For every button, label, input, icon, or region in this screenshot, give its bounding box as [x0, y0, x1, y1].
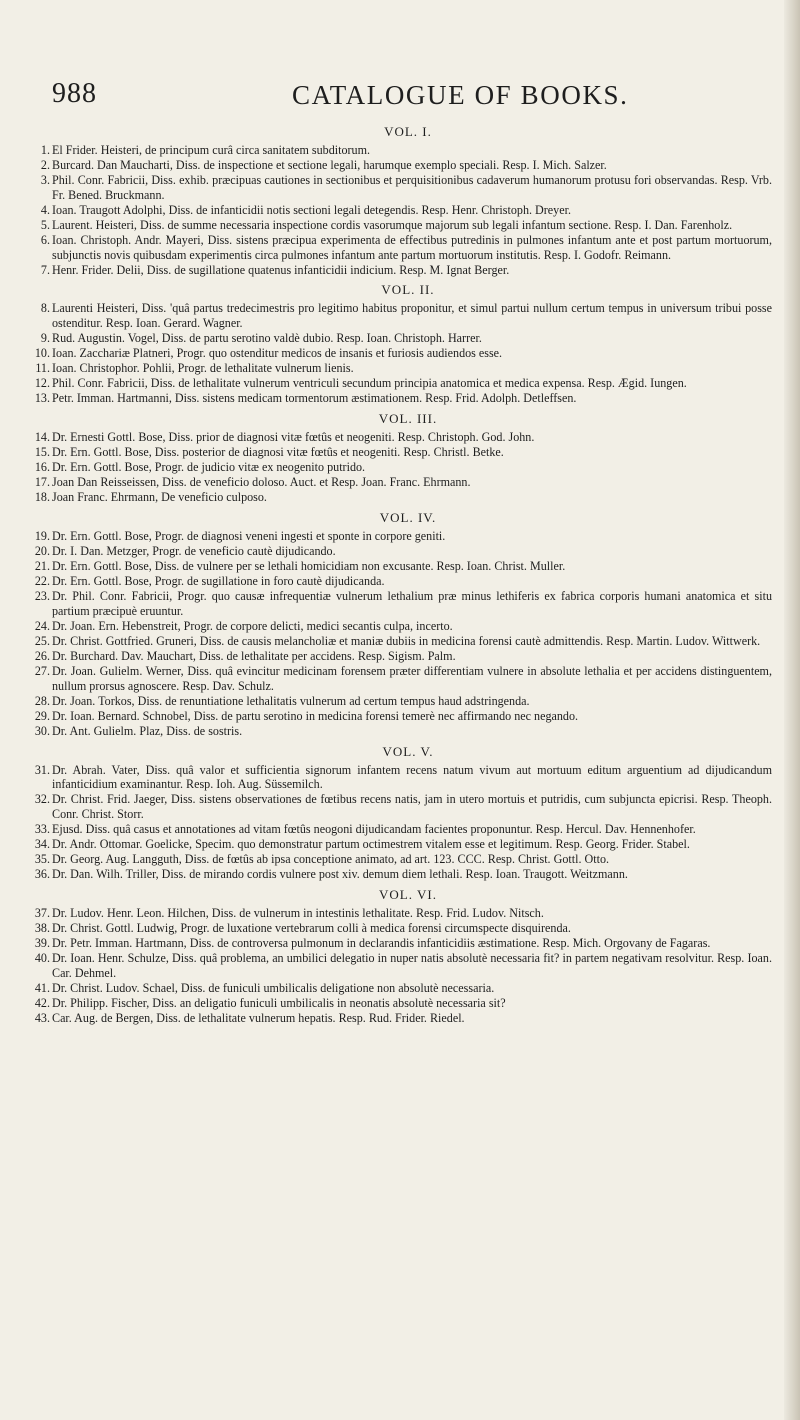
entry-number: 40. — [34, 951, 50, 966]
catalogue-entry — [30, 664, 772, 693]
entry-number: 14. — [34, 430, 50, 444]
entry-number: 25. — [34, 634, 50, 649]
entry-number: 33. — [34, 822, 50, 837]
entry-number: 3. — [40, 173, 50, 188]
catalogue-entry — [30, 331, 772, 346]
entry-text: Dr. Ludov. Henr. Leon. Hilchen, Diss. de vulnerum in intestinis lethalitate. Resp. Frid. Ludov. Nitsch. — [52, 906, 544, 921]
entry-text: Rud. Augustin. Vogel, Diss. de partu serotino valdè dubio. Resp. Ioan. Christoph. Harrer. — [52, 331, 482, 346]
catalogue-entry — [30, 173, 772, 202]
catalogue-entry — [30, 981, 772, 996]
entry-text: Ioan. Christophor. Pohlii, Progr. de lethalitate vulnerum lienis. — [52, 361, 354, 376]
entry-text: Dr. Ern. Gottl. Bose, Progr. de judicio vitæ ex neogenito putrido. — [52, 460, 366, 475]
entry-number: 18. — [34, 490, 50, 505]
entry-number: 38. — [34, 921, 50, 936]
entry-number: 24. — [34, 619, 50, 634]
catalogue-entry — [30, 346, 772, 361]
entry-text: Dr. Ern. Gottl. Bose, Progr. de diagnosi veneni ingesti et sponte in corpore geniti. — [52, 528, 446, 543]
entry-text: Dr. Ioan. Henr. Schulze, Diss. quâ problema, an umbilici delegatio in nuper natis absolutè necessaria fit? in partem negativam resolvitur. Resp. Ioan. Car. Dehmel. — [52, 951, 772, 980]
entry-text: Dr. Petr. Imman. Hartmann, Diss. de controversa pulmonum in declarandis infanticidiis æstimatione. Resp. Mich. Orgovany de Fagaras. — [52, 936, 711, 951]
entry-number: 41. — [34, 981, 50, 995]
entry-text: Petr. Imman. Hartmanni, Diss. sistens medicam tormentorum æstimationem. Resp. Frid. Adolph. Detleffsen. — [52, 391, 577, 406]
volume-heading: VOL. II. — [381, 282, 435, 298]
volume-heading: VOL. IV. — [379, 509, 437, 525]
catalogue-entry — [30, 376, 772, 391]
entry-number: 21. — [34, 559, 50, 574]
entry-number: 43. — [34, 1011, 50, 1026]
catalogue-entry — [30, 763, 772, 792]
entry-text: Dr. Ern. Gottl. Bose, Diss. posterior de diagnosi vitæ fœtûs et neogeniti. Resp. Christl. Betke. — [52, 445, 504, 460]
entry-text: Dr. Joan. Torkos, Diss. de renuntiatione lethalitatis vulnerum ad certum tempus haud adstringenda. — [52, 694, 530, 708]
entry-number: 29. — [34, 709, 50, 724]
entry-text: Dr. Philipp. Fischer, Diss. an deligatio funiculi umbilicalis in neonatis absolutè necessaria sit? — [52, 996, 506, 1011]
catalogue-entry — [30, 867, 772, 882]
catalogue-entry — [30, 709, 772, 724]
entry-text: Dr. Ern. Gottl. Bose, Diss. de vulnere per se lethali homicidiam non excusante. Resp. Ioan. Christ. Muller. — [52, 559, 566, 574]
entry-number: 42. — [34, 996, 50, 1011]
entry-number: 1. — [40, 143, 50, 157]
catalogue-entry — [30, 233, 772, 262]
volume-heading: VOL. V. — [382, 743, 434, 759]
catalogue-entry — [30, 301, 772, 330]
entry-number: 22. — [34, 574, 50, 589]
entry-text: Henr. Frider. Delii, Diss. de sugillatione quatenus infanticidii indicium. Resp. M. Ignat Berger. — [52, 262, 510, 277]
entry-text: Joan Dan Reisseissen, Diss. de veneficio doloso. Auct. et Resp. Joan. Franc. Ehrmann. — [52, 475, 471, 490]
entry-number: 5. — [40, 217, 50, 232]
entry-text: Ejusd. Diss. quâ casus et annotationes ad vitam fœtûs neogoni dijudicandam facientes proponuntur. Resp. Hercul. Dav. Hennenhofer. — [52, 822, 696, 837]
entry-text: Dr. Ernesti Gottl. Bose, Diss. prior de diagnosi vitæ fœtûs et neogeniti. Resp. Christoph. God. John. — [52, 430, 535, 444]
catalogue-entry — [30, 619, 772, 634]
entry-text: Dr. Andr. Ottomar. Goelicke, Specim. quo demonstratur partum octimestrem vitalem esse et legitimum. Resp. Georg. Frider. Stabel. — [52, 837, 690, 852]
catalogue-entry — [30, 544, 772, 559]
catalogue-entry — [30, 634, 772, 649]
entry-number: 39. — [34, 936, 50, 951]
entry-text: Phil. Conr. Fabricii, Diss. exhib. præcipuas cautiones in sectionibus et perquisitionibus cadaverum humanorum protusu fori observandas. Resp. Vrb. Fr. Bened. Bruckmann. — [52, 173, 772, 202]
catalogue-entry — [30, 1011, 772, 1026]
catalogue-entry — [30, 996, 772, 1011]
entry-text: Dr. Phil. Conr. Fabricii, Progr. quo causæ infrequentiæ vulnerum lethalium præ minus lethiferis ex fabrica corporis humani anatomica et situ partium præcipuè eruuntur. — [52, 589, 772, 618]
entry-number: 27. — [34, 664, 50, 679]
catalogue-entry — [30, 837, 772, 852]
catalogue-entry — [30, 391, 772, 406]
entry-text: Ioan. Christoph. Andr. Mayeri, Diss. sistens præcipua experimenta de effectibus putredinis in pulmones infantum ante et post partum mortuorum, subjunctis novis quibusdam experimentis circa pulmones infantum ante partum mortuorum institutis. Resp. I. Godofr. Reimann. — [52, 233, 772, 262]
volume-heading: VOL. III. — [378, 411, 438, 426]
catalogue-entry — [30, 574, 772, 589]
catalogue-entry — [30, 649, 772, 664]
entry-text: Dr. Abrah. Vater, Diss. quâ valor et sufficientia signorum infantem recens natum vivum aut mortuum editum arguentium ad dijudicandum infanticidium examinantur. Resp. Ioh. Aug. Süssemilch. — [52, 762, 772, 792]
catalogue-entry — [30, 529, 772, 544]
entry-number: 35. — [34, 852, 50, 867]
entry-text: Dr. Christ. Gottfried. Gruneri, Diss. de causis melancholiæ et maniæ dubiis in medicina forensi cautè admittendis. Resp. Martin. Ludov. Wittwerk. — [52, 634, 761, 649]
entry-number: 9. — [40, 331, 50, 346]
entry-number: 30. — [34, 724, 50, 739]
entry-text: Burcard. Dan Maucharti, Diss. de inspectione et sectione legali, harumque exemplo speciali. Resp. I. Mich. Salzer. — [52, 158, 607, 173]
entry-number: 34. — [34, 837, 50, 852]
entry-number: 2. — [40, 158, 50, 173]
entry-text: Laurent. Heisteri, Diss. de summe necessaria inspectione cordis vasorumque majorum sub legali infantum sectione. Resp. I. Dan. Farenholz. — [52, 217, 733, 232]
entry-text: Dr. Christ. Ludov. Schael, Diss. de funiculi umbilicalis deligatione non absolutè necessaria. — [52, 981, 495, 995]
entry-text: Dr. Ioan. Bernard. Schnobel, Diss. de partu serotino in medicina forensi temerè nec affirmando nec negando. — [52, 709, 579, 724]
entry-number: 10. — [34, 346, 50, 361]
entry-number: 15. — [34, 445, 50, 460]
entry-number: 6. — [40, 233, 50, 248]
book-spine-shadow — [784, 0, 800, 1420]
catalogue-entry — [30, 724, 772, 739]
catalogue-entry — [30, 852, 772, 867]
catalogue-entry — [30, 951, 772, 980]
catalogue-entry — [30, 822, 772, 837]
catalogue-entry — [30, 158, 772, 173]
entry-number: 31. — [34, 762, 50, 777]
catalogue-entry — [30, 559, 772, 574]
page-number: 988 — [52, 78, 97, 109]
page-header — [0, 78, 784, 118]
entry-text: Dr. Dan. Wilh. Triller, Diss. de mirando cordis vulnere post xiv. demum diem lethali. Resp. Ioan. Traugott. Weitzmann. — [52, 867, 628, 882]
catalogue-entry — [30, 694, 772, 709]
catalogue-entry — [30, 361, 772, 376]
entry-number: 20. — [34, 544, 50, 559]
entry-number: 13. — [34, 391, 50, 406]
catalogue-entry — [30, 936, 772, 951]
catalogue-entry — [30, 921, 772, 936]
catalogue-entry — [30, 430, 772, 445]
entry-text: Dr. Ant. Gulielm. Plaz, Diss. de sostris. — [52, 724, 243, 739]
entry-text: Dr. Christ. Frid. Jaeger, Diss. sistens observationes de fœtibus recens natis, jam in utero mortuis et putridis, cum subjuncta epicrisi. Resp. Theoph. Conr. Christ. Storr. — [52, 792, 772, 822]
entry-text: Joan Franc. Ehrmann, De veneficio culposo. — [52, 490, 267, 505]
entry-text: Dr. Burchard. Dav. Mauchart, Diss. de lethalitate per accidens. Resp. Sigism. Palm. — [52, 649, 456, 664]
entry-text: Dr. Ern. Gottl. Bose, Progr. de sugillatione in foro cautè dijudicanda. — [52, 574, 385, 589]
entry-number: 36. — [34, 867, 50, 882]
entry-text: Dr. Joan. Gulielm. Werner, Diss. quâ evincitur medicinam forensem præter differentiam vulnere in absolute lethalia et per accidens distinguentem, nullum prorsus agnoscere. Resp. Dav. Schulz. — [52, 664, 772, 693]
catalogue-entry — [30, 143, 772, 158]
entry-number: 23. — [34, 589, 50, 604]
entry-number: 16. — [34, 460, 50, 475]
entry-number: 26. — [34, 649, 50, 664]
entry-number: 4. — [40, 202, 50, 217]
entry-number: 37. — [34, 906, 50, 921]
catalogue-entry — [30, 460, 772, 475]
entry-number: 28. — [34, 694, 50, 708]
catalogue-entry — [30, 490, 772, 505]
catalogue-entry — [30, 263, 772, 278]
entry-text: Dr. I. Dan. Metzger, Progr. de veneficio cautè dijudicando. — [52, 544, 336, 559]
entry-number: 19. — [34, 528, 50, 543]
entry-text: Laurenti Heisteri, Diss. 'quâ partus tredecimestris pro legitimo habitus proponitur, et simul partui nullum certum tempus in universum tribui posse ostenditur. Resp. Ioan. Gerard. Wagner. — [52, 301, 772, 330]
catalogue-entry — [30, 203, 772, 218]
entry-number: 32. — [34, 792, 50, 807]
catalogue-entry — [30, 906, 772, 921]
catalogue-entry — [30, 218, 772, 233]
entry-text: Dr. Christ. Gottl. Ludwig, Progr. de luxatione vertebrarum colli à medica forensi circumspecte disquirenda. — [52, 921, 571, 936]
entry-text: Phil. Conr. Fabricii, Diss. de lethalitate vulnerum ventriculi secundum principia anatomica et medica expensa. Resp. Ægid. Iungen. — [52, 376, 687, 391]
volume-heading: VOL. I. — [384, 124, 432, 139]
entry-text: Ioan. Traugott Adolphi, Diss. de infanticidii notis sectioni legali detegendis. Resp. Henr. Christoph. Dreyer. — [52, 202, 571, 217]
entry-number: 11. — [35, 361, 50, 376]
entry-number: 7. — [40, 262, 50, 277]
running-title: CATALOGUE OF BOOKS. — [292, 80, 629, 110]
catalogue-entry — [30, 792, 772, 821]
entry-text: Dr. Joan. Ern. Hebenstreit, Progr. de corpore delicti, medici secantis culpa, incerto. — [52, 619, 453, 634]
catalogue-entry — [30, 589, 772, 618]
entry-number: 12. — [34, 376, 50, 391]
entry-text: El Frider. Heisteri, de principum curâ circa sanitatem subditorum. — [52, 143, 371, 157]
entry-text: Dr. Georg. Aug. Langguth, Diss. de fœtûs ab ipsa conceptione animato, ad art. 123. CCC. Resp. Christ. Gottl. Otto. — [52, 852, 610, 867]
volume-heading: VOL. VI. — [379, 887, 437, 903]
entry-text: Car. Aug. de Bergen, Diss. de lethalitate vulnerum hepatis. Resp. Rud. Frider. Riedel. — [52, 1011, 465, 1026]
entry-text: Ioan. Zacchariæ Platneri, Progr. quo ostenditur medicos de insanis et furiosis audiendos esse. — [52, 346, 503, 361]
catalogue-entry — [30, 475, 772, 490]
catalogue-entry — [30, 445, 772, 460]
catalogue-content — [30, 124, 772, 1026]
entry-number: 8. — [40, 301, 50, 316]
entry-number: 17. — [34, 475, 50, 490]
